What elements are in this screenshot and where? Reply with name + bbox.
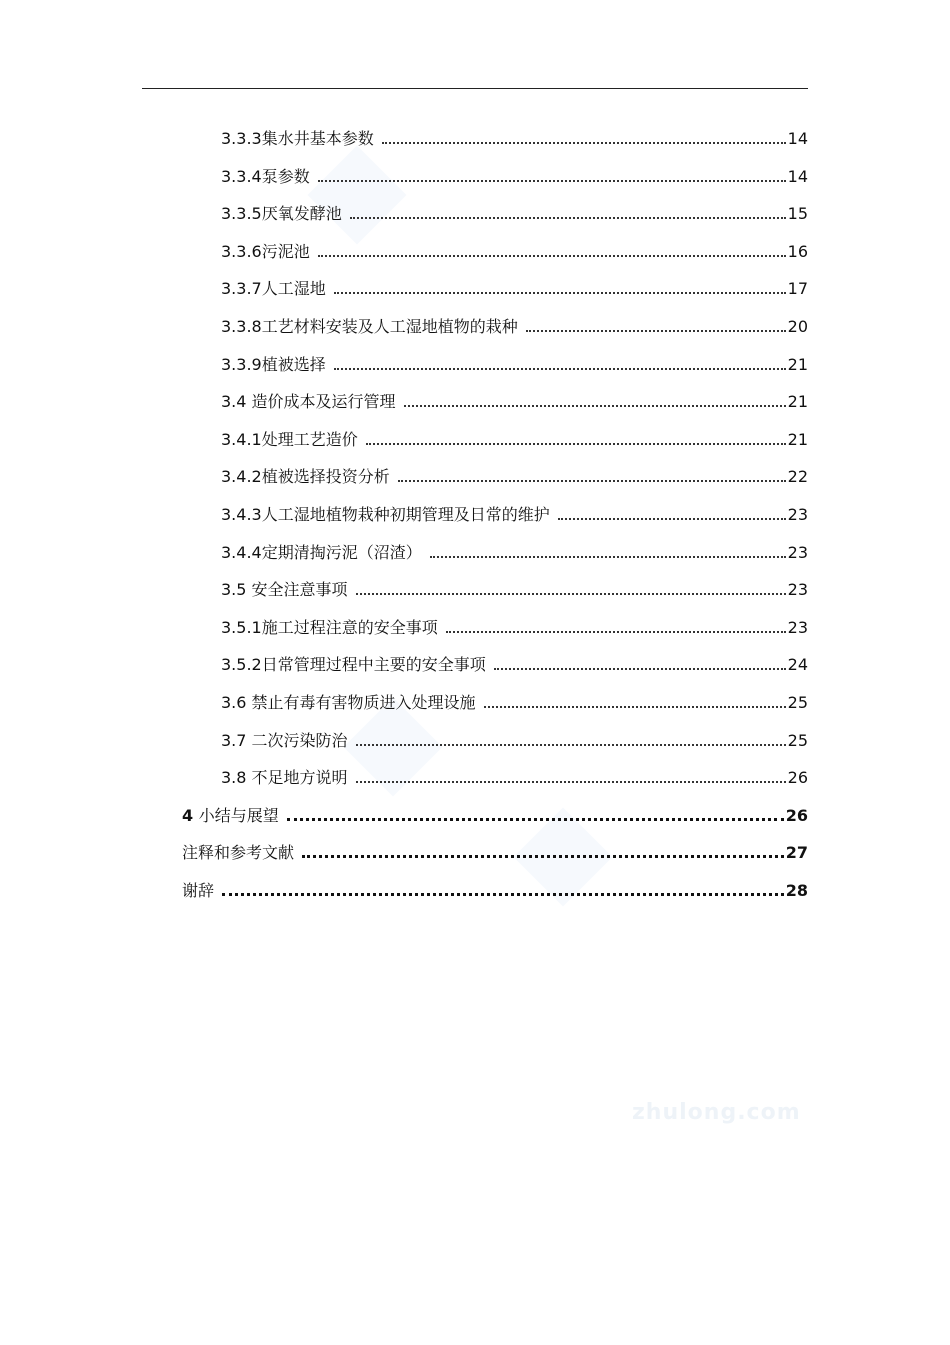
toc-entry-label [221, 167, 318, 187]
toc-entry-title: 注释和参考文献 [182, 843, 295, 862]
toc-entry[interactable] [221, 501, 808, 525]
toc-entry-page: 26 [785, 806, 808, 825]
watermark-logo-shape [308, 146, 407, 245]
toc-entry-number: 3.8 [221, 768, 252, 787]
toc-entry-number: 3.3.5 [221, 204, 262, 223]
toc-entry-title: 施工过程注意的安全事项 [261, 618, 438, 637]
toc-entry-label [221, 655, 494, 675]
toc-entry-page: 27 [785, 843, 808, 862]
toc-entry-title: 泵参数 [261, 167, 310, 186]
toc-entry-label [221, 430, 366, 450]
toc-dot-leader [494, 655, 786, 675]
toc-dot-leader [302, 843, 784, 863]
toc-entry-number: 3.3.4 [221, 167, 262, 186]
watermark-text: zhulong.com [632, 1100, 801, 1125]
toc-entry-label [221, 505, 558, 525]
toc-dot-leader [366, 430, 786, 450]
toc-entry-number: 3.5.1 [221, 618, 262, 637]
toc-entry-page: 23 [787, 618, 808, 637]
toc-entry[interactable] [221, 727, 808, 751]
toc-entry-page: 28 [785, 881, 808, 900]
toc-entry-page: 23 [787, 543, 808, 562]
header-rule [142, 88, 808, 89]
toc-dot-leader [356, 768, 786, 788]
toc-entry-title: 工艺材料安装及人工湿地植物的栽种 [261, 317, 518, 336]
toc-entry-title: 人工湿地植物栽种初期管理及日常的维护 [261, 505, 550, 524]
toc-entry[interactable] [221, 125, 808, 149]
toc-entry-number: 3.3.3 [221, 129, 262, 148]
toc-entry-page: 26 [787, 768, 808, 787]
toc-entry-title: 小结与展望 [198, 806, 279, 825]
toc-dot-leader [334, 279, 786, 299]
toc-entry-number: 3.7 [221, 731, 252, 750]
toc-dot-leader [382, 129, 786, 149]
toc-entry[interactable] [221, 313, 808, 337]
toc-entry-label [221, 317, 526, 337]
toc-entry-label [221, 355, 334, 375]
toc-entry-title: 厌氧发酵池 [261, 204, 342, 223]
toc-entry[interactable] [221, 576, 808, 600]
toc-entry-label [221, 543, 430, 563]
toc-entry[interactable] [182, 877, 808, 901]
toc-dot-leader [318, 167, 786, 187]
toc-entry-title: 造价成本及运行管理 [251, 392, 396, 411]
toc-entry-label [221, 618, 446, 638]
toc-entry-title: 污泥池 [261, 242, 310, 261]
toc-entry-number: 3.6 [221, 693, 252, 712]
toc-entry[interactable] [221, 463, 808, 487]
toc-entry-title: 日常管理过程中主要的安全事项 [261, 655, 486, 674]
toc-entry-label [221, 731, 356, 751]
toc-entry-number: 3.5 [221, 580, 252, 599]
toc-entry-page: 24 [787, 655, 808, 674]
toc-entry-title: 植被选择投资分析 [261, 467, 390, 486]
toc-dot-leader [350, 204, 786, 224]
toc-entry-title: 二次污染防治 [251, 731, 348, 750]
toc-entry-page: 16 [787, 242, 808, 261]
toc-entry-number: 3.3.8 [221, 317, 262, 336]
toc-entry-label [221, 467, 398, 487]
toc-dot-leader [356, 731, 786, 751]
toc-entry[interactable] [221, 689, 808, 713]
toc-entry-label [221, 693, 484, 713]
toc-dot-leader [287, 806, 784, 826]
toc-dot-leader [334, 355, 786, 375]
toc-entry[interactable] [182, 802, 808, 826]
toc-entry[interactable] [221, 426, 808, 450]
toc-entry[interactable] [221, 651, 808, 675]
toc-entry-label [221, 392, 404, 412]
toc-entry-number: 3.3.6 [221, 242, 262, 261]
toc-entry-page: 23 [787, 505, 808, 524]
toc-entry-title: 谢辞 [182, 881, 215, 900]
toc-dot-leader [484, 693, 786, 713]
toc-entry[interactable] [221, 539, 808, 563]
toc-entry-page: 14 [787, 167, 808, 186]
toc-entry-number: 4 [182, 806, 199, 825]
toc-entry-label [221, 768, 356, 788]
toc-entry[interactable] [221, 238, 808, 262]
toc-entry-label [221, 129, 382, 149]
toc-entry-page: 14 [787, 129, 808, 148]
toc-entry-page: 21 [787, 355, 808, 374]
toc-dot-leader [404, 392, 786, 412]
toc-dot-leader [446, 618, 786, 638]
toc-entry[interactable] [221, 163, 808, 187]
toc-entry-number: 3.4 [221, 392, 252, 411]
toc-entry-page: 25 [787, 693, 808, 712]
toc-entry[interactable] [221, 351, 808, 375]
toc-entry-page: 22 [787, 467, 808, 486]
toc-entry-number: 3.3.7 [221, 279, 262, 298]
toc-entry[interactable] [221, 764, 808, 788]
toc-entry-page: 21 [787, 392, 808, 411]
toc-dot-leader [356, 580, 786, 600]
toc-entry[interactable] [221, 275, 808, 299]
toc-entry-title: 不足地方说明 [251, 768, 348, 787]
toc-entry-label [182, 881, 222, 901]
toc-entry[interactable] [182, 839, 808, 863]
toc-entry-number: 3.4.3 [221, 505, 262, 524]
toc-entry[interactable] [221, 614, 808, 638]
toc-entry-page: 15 [787, 204, 808, 223]
toc-entry-label [221, 279, 334, 299]
toc-entry-number: 3.3.9 [221, 355, 262, 374]
toc-entry-number: 3.5.2 [221, 655, 262, 674]
toc-dot-leader [526, 317, 786, 337]
toc-dot-leader [222, 881, 784, 901]
toc-entry-label [221, 242, 318, 262]
toc-entry-label [221, 580, 356, 600]
toc-dot-leader [398, 467, 786, 487]
toc-entry-label [182, 806, 287, 826]
toc-entry-page: 25 [787, 731, 808, 750]
toc-entry-label [221, 204, 350, 224]
toc-entry-title: 集水井基本参数 [261, 129, 374, 148]
toc-entry[interactable] [221, 200, 808, 224]
toc-dot-leader [318, 242, 786, 262]
toc-entry-title: 人工湿地 [261, 279, 326, 298]
toc-entry-page: 23 [787, 580, 808, 599]
toc-entry-title: 定期清掏污泥（沼渣） [261, 543, 422, 562]
toc-entry-page: 17 [787, 279, 808, 298]
toc-entry-number: 3.4.2 [221, 467, 262, 486]
toc-entry-title: 安全注意事项 [251, 580, 348, 599]
toc-entry-page: 21 [787, 430, 808, 449]
toc-entry-number: 3.4.1 [221, 430, 262, 449]
toc-entry-title: 植被选择 [261, 355, 326, 374]
toc-dot-leader [558, 505, 786, 525]
toc-entry-number: 3.4.4 [221, 543, 262, 562]
toc-entry[interactable] [221, 388, 808, 412]
toc-entry-label [182, 843, 302, 863]
toc-entry-page: 20 [787, 317, 808, 336]
toc-entry-title: 禁止有毒有害物质进入处理设施 [251, 693, 476, 712]
toc-entry-title: 处理工艺造价 [261, 430, 358, 449]
toc-dot-leader [430, 543, 786, 563]
